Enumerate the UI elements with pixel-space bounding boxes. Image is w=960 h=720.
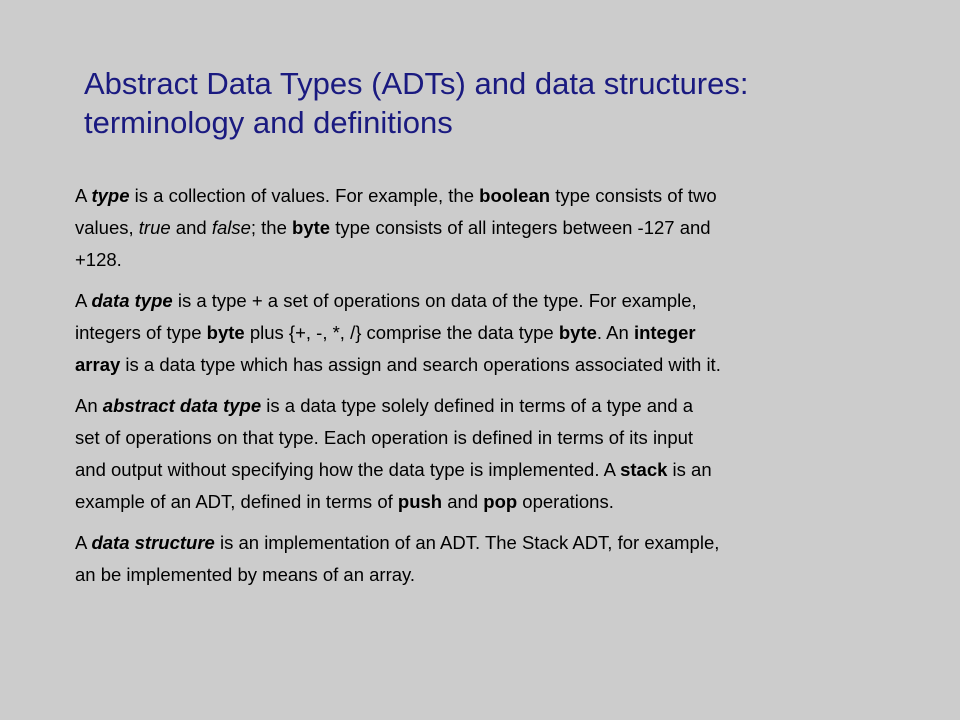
text-line: +128. [75, 249, 122, 270]
text: type consists of two [550, 185, 717, 206]
text: An [75, 395, 103, 416]
text: A [75, 532, 92, 553]
term-byte: byte [292, 217, 331, 238]
value-false: false [211, 217, 251, 238]
text-line [75, 180, 935, 212]
text-line [75, 317, 935, 349]
text: values, [75, 217, 139, 238]
text: type consists of all integers between -127 and [330, 217, 711, 238]
paragraph-type-definition [75, 180, 935, 276]
text: is a data type which has assign and search operations associated with it. [120, 354, 721, 375]
text: and output without specifying how the data type is implemented. A [75, 459, 621, 480]
text: and [170, 217, 212, 238]
term-byte: byte [206, 322, 245, 343]
term-type: type [91, 185, 130, 206]
text: plus {+, -, *, /} comprise the data type [244, 322, 559, 343]
text-line [75, 390, 935, 422]
text: is an [667, 459, 712, 480]
paragraph-adt-definition [75, 390, 935, 518]
text: A [75, 185, 92, 206]
title-line-1: Abstract Data Types (ADTs) and data structures: [84, 66, 749, 101]
text: is an implementation of an ADT. The Stack ADT, for example, [214, 532, 720, 553]
text: integers of type [75, 322, 207, 343]
text: example of an ADT, defined in terms of [75, 491, 398, 512]
paragraph-data-structure-definition [75, 527, 935, 591]
text-line: an be implemented by means of an array. [75, 564, 416, 585]
text: A [75, 290, 92, 311]
value-true: true [138, 217, 171, 238]
title-line-2: terminology and definitions [84, 105, 453, 140]
slide-title [84, 64, 924, 142]
term-byte: byte [558, 322, 597, 343]
term-integer: integer [633, 322, 696, 343]
text-line [75, 527, 935, 559]
text: is a collection of values. For example, the [129, 185, 480, 206]
text: is a data type solely defined in terms of a type and a [261, 395, 694, 416]
text: is a type + a set of operations on data of the type. For example, [172, 290, 697, 311]
slide-body [75, 180, 935, 600]
term-push: push [397, 491, 443, 512]
text: . An [596, 322, 634, 343]
term-pop: pop [483, 491, 518, 512]
text: operations. [517, 491, 614, 512]
text-line [75, 285, 935, 317]
text-line [75, 349, 935, 381]
term-boolean: boolean [479, 185, 551, 206]
text: and [442, 491, 484, 512]
text-line [75, 212, 935, 244]
text-line [75, 486, 935, 518]
text-line [75, 454, 935, 486]
paragraph-data-type-definition [75, 285, 935, 381]
term-data-structure: data structure [91, 532, 215, 553]
term-array: array [75, 354, 121, 375]
text: ; the [250, 217, 293, 238]
term-data-type: data type [91, 290, 173, 311]
text-line: set of operations on that type. Each operation is defined in terms of its input [75, 427, 694, 448]
term-abstract-data-type: abstract data type [102, 395, 262, 416]
term-stack: stack [620, 459, 668, 480]
